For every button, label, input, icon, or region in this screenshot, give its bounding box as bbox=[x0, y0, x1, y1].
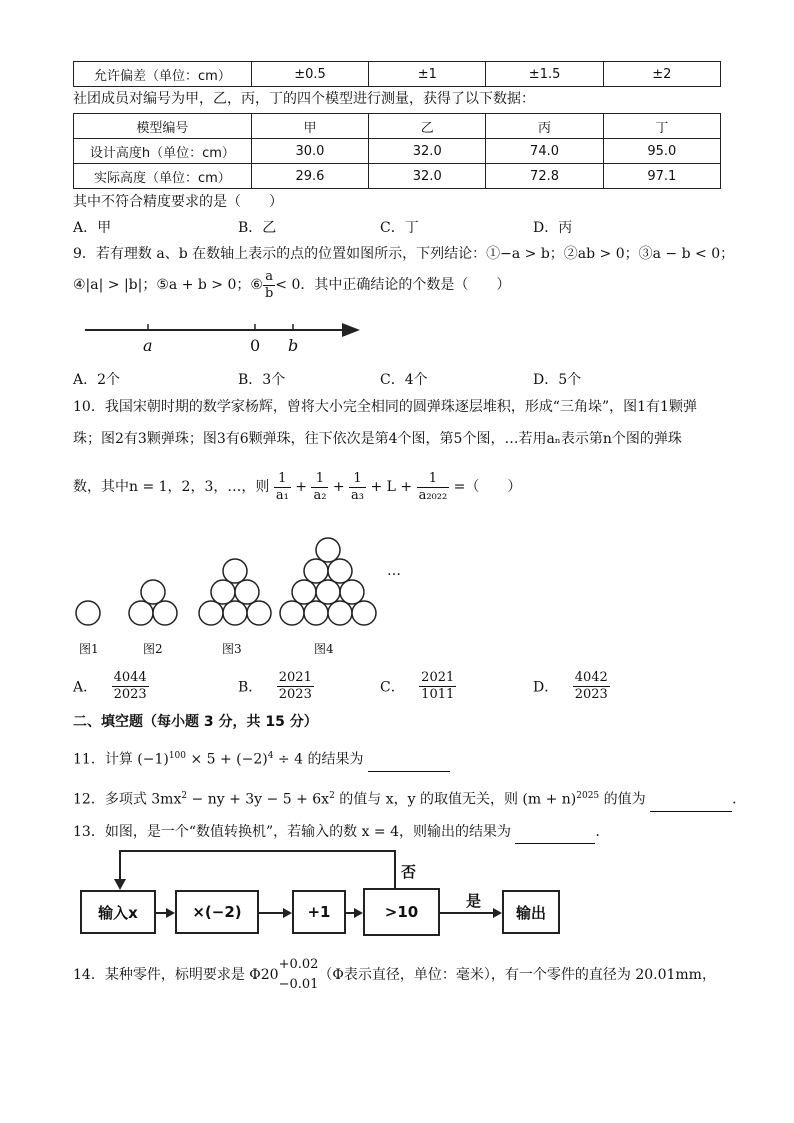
model-cell: 72.8 bbox=[486, 164, 603, 189]
tolerance-label: 允许偏差（单位：cm） bbox=[74, 62, 252, 87]
q8-option-a: A．甲 bbox=[73, 220, 112, 236]
sum-term: $\frac{1}{\text{a₁}}$ bbox=[275, 470, 289, 503]
yes-label: 是 bbox=[466, 892, 482, 910]
model-header-cell: 丙 bbox=[486, 114, 603, 139]
q10-option-a: A． $\frac{4044}{2023}$ bbox=[73, 670, 147, 702]
q9-conditions: ④|a| > |b|；⑤a + b > 0；⑥ bbox=[73, 277, 263, 293]
frac-num: a bbox=[263, 269, 275, 286]
model-header-cell: 甲 bbox=[251, 114, 368, 139]
tolerance-limits: +0.02 −0.01 bbox=[278, 957, 319, 992]
model-table bbox=[73, 113, 721, 189]
q10-line1: 10．我国宋朝时期的数学家杨辉，曾将大小完全相同的圆弹珠逐层堆积，形成“三角垛”，图1有1颗弹 bbox=[73, 399, 697, 415]
figure-label: 图3 bbox=[222, 642, 242, 656]
flow-box-output: 输出 bbox=[502, 890, 560, 934]
q8-stem: 其中不符合精度要求的是（ ） bbox=[73, 194, 283, 210]
q10-option-c: C． $\frac{2021}{1011}$ bbox=[380, 670, 455, 702]
tolerance-value: ±0.5 bbox=[251, 62, 368, 87]
no-label: 否 bbox=[401, 863, 417, 881]
model-row-label: 实际高度（单位：cm） bbox=[74, 164, 252, 189]
model-cell: 32.0 bbox=[369, 164, 486, 189]
model-cell: 95.0 bbox=[603, 139, 720, 164]
answer-blank bbox=[368, 747, 450, 772]
model-header-cell: 模型编号 bbox=[74, 114, 252, 139]
answer-blank bbox=[515, 819, 595, 844]
model-header-cell: 乙 bbox=[369, 114, 486, 139]
q9-option-a: A．2个 bbox=[73, 372, 121, 388]
number-line bbox=[80, 318, 370, 358]
axis-label-a: a bbox=[143, 336, 153, 355]
model-row-label: 设计高度h（单位：cm） bbox=[74, 139, 252, 164]
q12: 12．多项式 $3mx^2$ − ny + $3y - 5 + 6x^2$ 的值与 x，y 的取值无关，则 $(m + n)^{2025}$ 的值为 ． bbox=[73, 784, 746, 812]
tolerance-value: ±1.5 bbox=[486, 62, 603, 87]
q9-option-c: C．4个 bbox=[380, 372, 428, 388]
q8-option-c: C．丁 bbox=[380, 220, 419, 236]
tolerance-table bbox=[73, 61, 721, 87]
model-cell: 74.0 bbox=[486, 139, 603, 164]
flow-box-compare: >10 bbox=[363, 888, 440, 936]
model-cell: 29.6 bbox=[251, 164, 368, 189]
tolerance-value: ±1 bbox=[369, 62, 486, 87]
sum-term: $\frac{1}{\text{a₂}}$ bbox=[313, 470, 327, 503]
figure-ellipsis: … bbox=[387, 563, 401, 579]
q9-fraction bbox=[263, 269, 275, 302]
q10-option-d: D． $\frac{4042}{2023}$ bbox=[533, 670, 608, 702]
q10-line3-head: 数，其中n = 1，2，3，…，则 bbox=[73, 479, 270, 495]
q10-line2: 珠；图2有3颗弹珠；图3有6颗弹珠，往下依次是第4个图，第5个图，…若用aₙ表示第n个图的弹珠 bbox=[73, 431, 682, 447]
model-header-cell: 丁 bbox=[603, 114, 720, 139]
frac-den: b bbox=[264, 285, 274, 301]
figure-label: 图2 bbox=[143, 642, 163, 656]
tolerance-value: ±2 bbox=[603, 62, 720, 87]
flow-box-add: +1 bbox=[292, 890, 346, 934]
sum-ellipsis-l: L bbox=[386, 479, 396, 495]
figure-label: 图1 bbox=[79, 642, 99, 656]
q9-option-b: B．3个 bbox=[238, 372, 286, 388]
q10-line3: 数，其中n = 1，2，3，…，则 $\frac{1}{\text{a₁}}$ + $\frac{1}{\text{a₂}}$ + $\frac{1}{\text{a₃}}$ + L + $\frac{1}{\text{a₂₀₂₂}}$ =（ ） bbox=[73, 470, 522, 503]
triangle-stacks-figure bbox=[70, 522, 410, 632]
q14: 14．某种零件，标明要求是 Φ20 +0.02 −0.01 （Φ表示直径，单位：毫米），有一个零件的直径为 20.01mm， bbox=[73, 955, 716, 995]
q10-line3-tail: =（ ） bbox=[453, 479, 522, 495]
sum-term: $\frac{1}{\text{a₂₀₂₂}}$ bbox=[418, 470, 448, 503]
q9-line2 bbox=[73, 268, 510, 302]
section-heading: 二、填空题（每小题 3 分，共 15 分） bbox=[73, 714, 318, 730]
q8-intro: 社团成员对编号为甲，乙，丙，丁的四个模型进行测量，获得了以下数据： bbox=[73, 91, 535, 107]
figure-label: 图4 bbox=[314, 642, 334, 656]
sum-term: $\frac{1}{\text{a₃}}$ bbox=[351, 470, 365, 503]
q11: 11．计算 $(-1)^{100} \times 5 + (-2)^4 \div 4$ 的结果为 bbox=[73, 744, 450, 772]
q8-option-b: B．乙 bbox=[238, 220, 277, 236]
model-cell: 32.0 bbox=[369, 139, 486, 164]
q8-option-d: D．丙 bbox=[533, 220, 573, 236]
model-cell: 97.1 bbox=[603, 164, 720, 189]
axis-label-b: b bbox=[288, 336, 299, 355]
flow-box-multiply: ×(−2) bbox=[175, 890, 259, 934]
model-cell: 30.0 bbox=[251, 139, 368, 164]
axis-label-zero: 0 bbox=[250, 336, 261, 355]
q13: 13．如图，是一个“数值转换机”，若输入的数 x = 4，则输出的结果为 ． bbox=[73, 819, 609, 844]
q10-option-b: B． $\frac{2021}{2023}$ bbox=[238, 670, 312, 702]
q9-option-d: D．5个 bbox=[533, 372, 582, 388]
q9-line1: 9．若有理数 a、b 在数轴上表示的点的位置如图所示，下列结论：①−a > b；②ab > 0；③a − b < 0； bbox=[73, 246, 735, 262]
q9-tail: < 0．其中正确结论的个数是（ ） bbox=[275, 277, 511, 293]
answer-blank bbox=[650, 787, 732, 812]
flow-box-input: 输入x bbox=[80, 890, 156, 934]
